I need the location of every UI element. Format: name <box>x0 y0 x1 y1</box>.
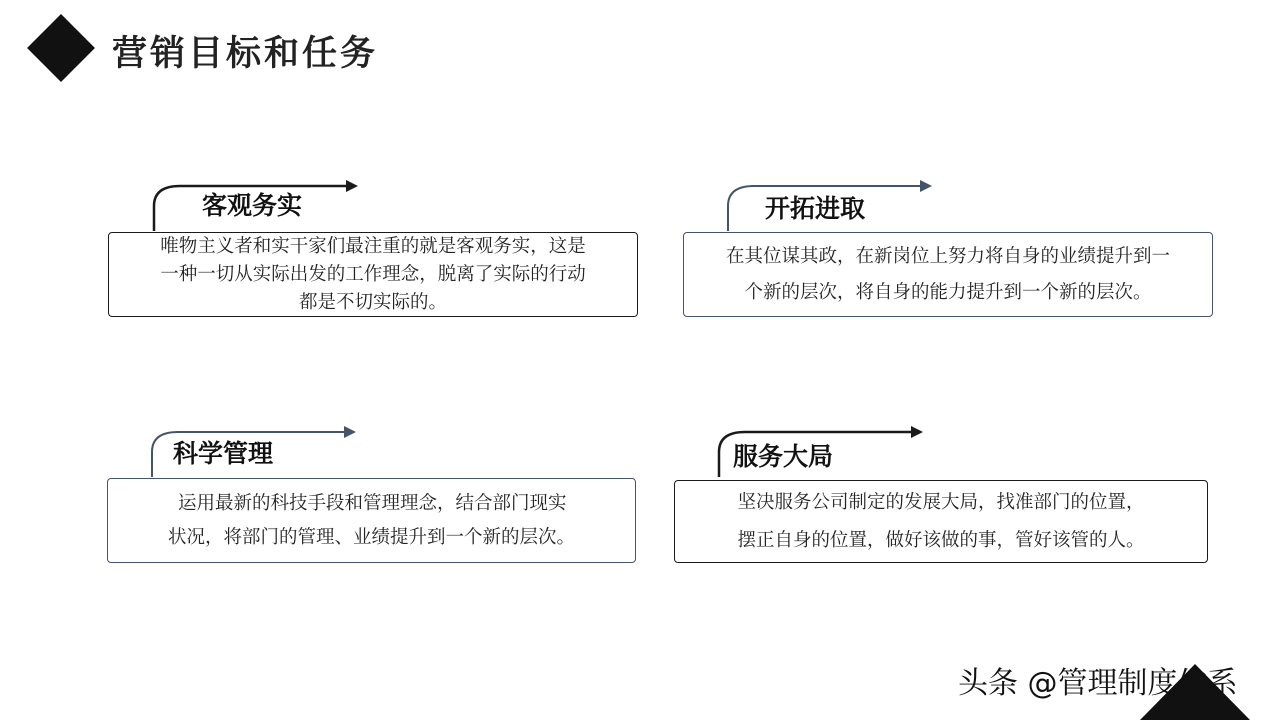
card-box <box>107 478 636 563</box>
card-text-line: 一种一切从实际出发的工作理念，脱离了实际的行动 <box>160 263 586 285</box>
card-box <box>674 480 1208 563</box>
title-diamond-icon <box>27 14 95 82</box>
card-box <box>683 232 1213 317</box>
card-text-line: 唯物主义者和实干家们最注重的就是客观务实，这是 <box>160 235 586 257</box>
card-text-line: 在其位谋其政，在新岗位上努力将自身的业绩提升到一 <box>725 245 1170 267</box>
card-text-line: 个新的层次，将自身的能力提升到一个新的层次。 <box>744 281 1152 303</box>
card-text-line: 都是不切实际的。 <box>298 291 447 313</box>
card-text-line: 状况，将部门的管理、业绩提升到一个新的层次。 <box>167 526 575 548</box>
card-heading: 科学管理 <box>173 439 274 468</box>
card-heading: 服务大局 <box>733 442 834 471</box>
card-box <box>108 232 638 317</box>
watermark-text: 头条 @管理制度体系 <box>958 666 1238 701</box>
card-text <box>726 239 1170 311</box>
card-text-line: 运用最新的科技手段和管理理念，结合部门现实 <box>177 492 567 514</box>
card-heading: 开拓进取 <box>765 194 866 223</box>
card-text <box>737 484 1144 560</box>
card-text-line: 坚决服务公司制定的发展大局，找准部门的位置， <box>737 491 1145 513</box>
card-text <box>168 487 575 555</box>
card-text-line: 摆正自身的位置，做好该做的事，管好该管的人。 <box>737 529 1145 551</box>
page-title: 营销目标和任务 <box>112 34 379 74</box>
card-text <box>160 233 586 317</box>
card-heading: 客观务实 <box>202 191 303 220</box>
